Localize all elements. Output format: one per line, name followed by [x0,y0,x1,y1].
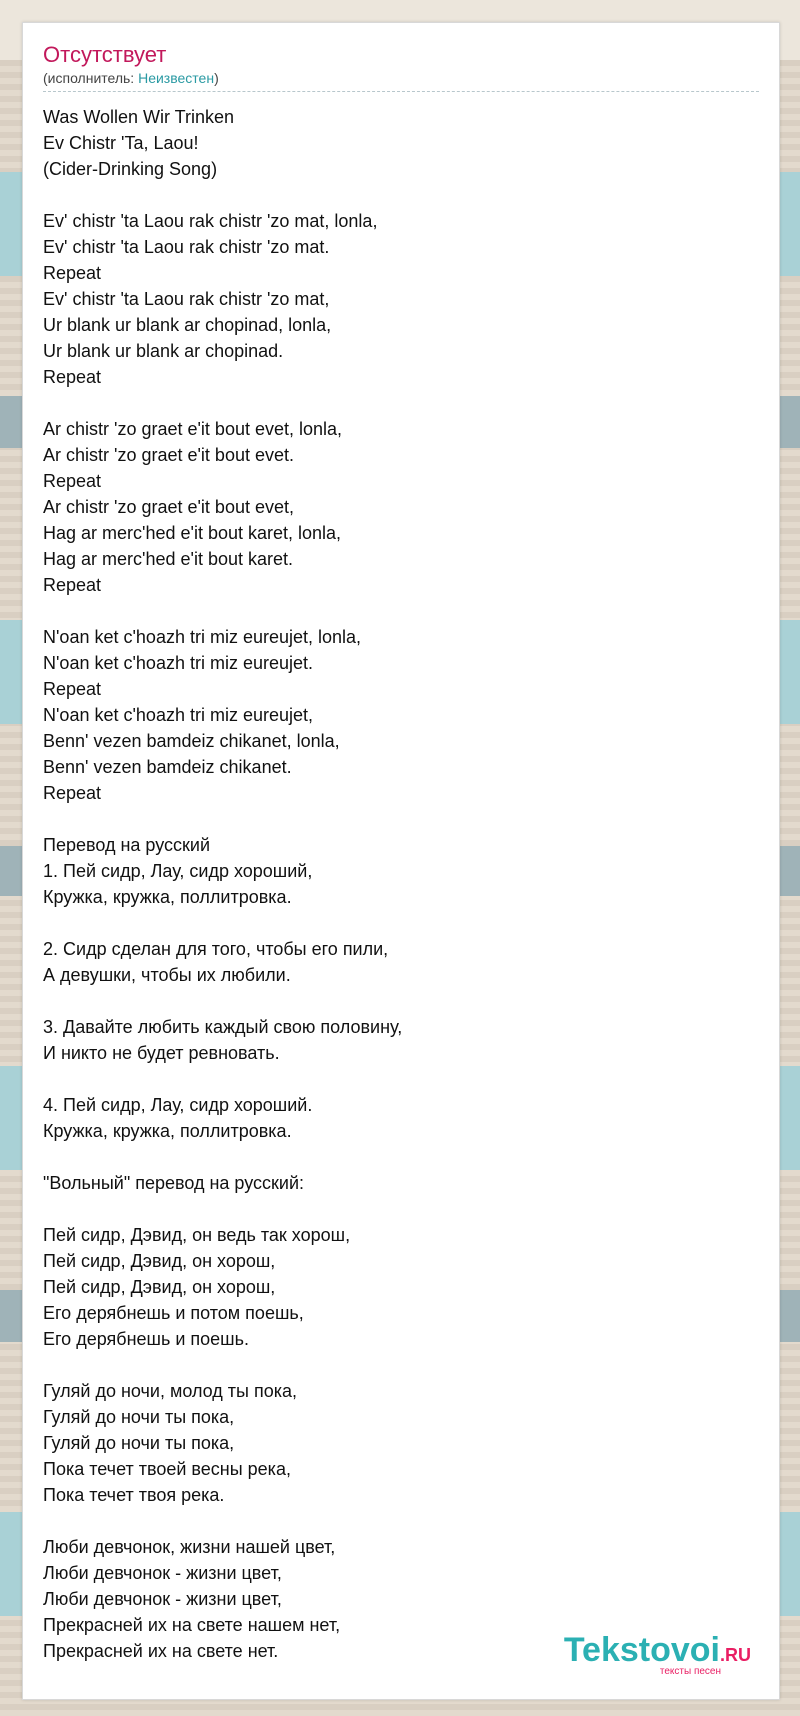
lyric-line: Люби девчонок - жизни цвет, [43,1589,282,1609]
performer-line [43,69,759,92]
lyric-line: Ar chistr 'zo graet e'it bout evet. [43,445,294,465]
lyric-line: Ar chistr 'zo graet e'it bout evet, lonla, [43,419,343,439]
lyrics-text [43,104,759,1664]
lyric-line: 4. Пей сидр, Лау, сидр хороший. [43,1095,313,1115]
lyric-line: Repeat [43,575,102,595]
lyric-line: Repeat [43,263,102,283]
lyrics-card [22,22,780,1700]
lyric-line: N'oan ket c'hoazh tri miz eureujet, lonla, [43,627,362,647]
lyric-line [43,988,759,1014]
lyric-line: 2. Сидр сделан для того, чтобы его пили, [43,939,389,959]
lyric-line: (Cider-Drinking Song) [43,159,218,179]
lyric-line [43,1144,759,1170]
lyric-line: Hag ar merc'hed e'it bout karet. [43,549,293,569]
lyric-line: Ev' chistr 'ta Laou rak chistr 'zo mat, lonla, [43,211,378,231]
lyric-line [43,1352,759,1378]
lyric-line: Repeat [43,367,102,387]
lyric-line: Кружка, кружка, поллитровка. [43,1121,292,1141]
lyric-line: Прекрасней их на свете нет. [43,1641,279,1661]
lyric-line: 1. Пей сидр, Лау, сидр хороший, [43,861,313,881]
lyric-line: Hag ar merc'hed e'it bout karet, lonla, [43,523,342,543]
lyric-line: Гуляй до ночи ты пока, [43,1433,235,1453]
lyric-line: Benn' vezen bamdeiz chikanet. [43,757,292,777]
lyric-line: Пей сидр, Дэвид, он ведь так хорош, [43,1225,351,1245]
lyric-line: Его дерябнешь и поешь. [43,1329,249,1349]
performer-prefix: (исполнитель: [43,70,139,86]
lyric-line [43,1508,759,1534]
lyric-line: А девушки, чтобы их любили. [43,965,291,985]
lyric-line: Was Wollen Wir Trinken [43,107,235,127]
lyric-line: И никто не будет ревновать. [43,1043,280,1063]
lyric-line: Ur blank ur blank ar chopinad, lonla, [43,315,332,335]
lyric-line [43,1196,759,1222]
logo-name: Tekstovoi [563,1631,720,1669]
lyric-line: N'oan ket c'hoazh tri miz eureujet, [43,705,313,725]
lyric-line [43,910,759,936]
lyric-line: "Вольный" перевод на русский: [43,1173,305,1193]
lyric-line: Люби девчонок - жизни цвет, [43,1563,282,1583]
lyric-line: Пей сидр, Дэвид, он хорош, [43,1277,276,1297]
lyric-line: Перевод на русский [43,835,210,855]
lyric-line: Repeat [43,783,102,803]
lyric-line: N'oan ket c'hoazh tri miz eureujet. [43,653,313,673]
lyric-line: Пей сидр, Дэвид, он хорош, [43,1251,276,1271]
logo-tagline: тексты песен [659,1666,721,1677]
lyric-line: Ar chistr 'zo graet e'it bout evet, [43,497,294,517]
song-title: Отсутствует [43,42,167,67]
lyric-line: Кружка, кружка, поллитровка. [43,887,292,907]
lyric-line: Ev Chistr 'Ta, Laou! [43,133,199,153]
logo-domain: .RU [720,1645,751,1665]
lyrics-content [43,41,759,1664]
lyric-line: 3. Давайте любить каждый свою половину, [43,1017,403,1037]
lyric-line [43,182,759,208]
lyric-line: Ev' chistr 'ta Laou rak chistr 'zo mat. [43,237,330,257]
lyric-line [43,390,759,416]
lyric-line: Пока течет твоей весны река, [43,1459,291,1479]
lyric-line: Прекрасней их на свете нашем нет, [43,1615,341,1635]
lyric-line: Repeat [43,471,102,491]
lyric-line: Repeat [43,679,102,699]
lyric-line: Гуляй до ночи ты пока, [43,1407,235,1427]
lyric-line: Пока течет твоя река. [43,1485,225,1505]
lyric-line [43,598,759,624]
lyric-line: Benn' vezen bamdeiz chikanet, lonla, [43,731,340,751]
lyric-line: Ev' chistr 'ta Laou rak chistr 'zo mat, [43,289,330,309]
lyric-line: Ur blank ur blank ar chopinad. [43,341,284,361]
lyric-line [43,1066,759,1092]
performer-link[interactable]: Неизвестен [138,70,215,86]
lyric-line [43,806,759,832]
site-logo[interactable] [564,1633,751,1677]
lyric-line: Люби девчонок, жизни нашей цвет, [43,1537,336,1557]
lyric-line: Его дерябнешь и потом поешь, [43,1303,304,1323]
lyric-line: Гуляй до ночи, молод ты пока, [43,1381,297,1401]
performer-suffix: ) [214,70,219,86]
